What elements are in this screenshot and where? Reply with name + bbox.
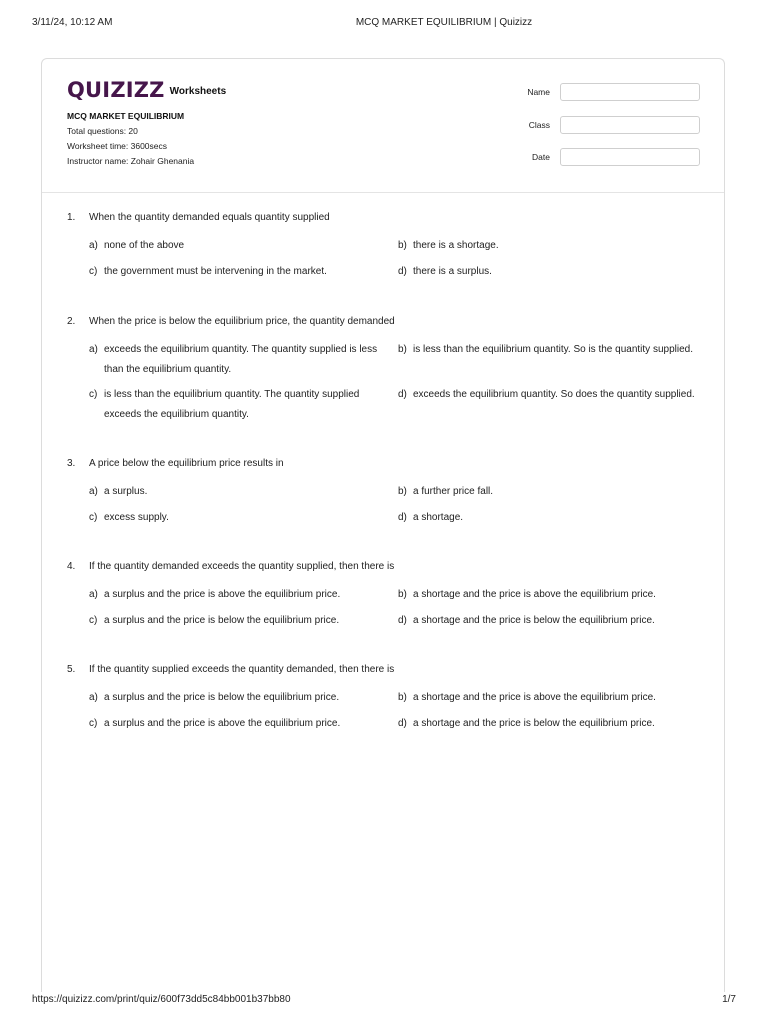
option-b: b) is less than the equilibrium quantity. So is the quantity supplied. <box>398 344 693 355</box>
answer-options <box>89 585 707 636</box>
answer-options <box>89 688 707 739</box>
worksheet-header <box>42 59 724 193</box>
question-3 <box>67 457 707 533</box>
class-label: Class <box>528 120 550 130</box>
instructor-name: Instructor name: Zohair Ghenania <box>67 156 195 166</box>
option-c: c) a surplus and the price is below the equilibrium price. <box>89 614 340 626</box>
option-b: b) there is a shortage. <box>398 240 499 251</box>
question-text: When the quantity demanded equals quantity supplied <box>89 212 330 223</box>
print-header <box>0 17 768 33</box>
date-field <box>42 148 724 168</box>
option-c: c) the government must be intervening in the market. <box>89 265 327 277</box>
worksheet-title: MCQ MARKET EQUILIBRIUM <box>67 111 185 121</box>
option-a: a) exceeds the equilibrium quantity. The quantity supplied is less than the equilibrium quantity. <box>89 344 378 375</box>
name-label: Name <box>527 87 550 97</box>
option-b: b) a shortage and the price is above the equilibrium price. <box>398 692 656 703</box>
question-text: When the price is below the equilibrium price, the quantity demanded <box>89 316 395 327</box>
class-input[interactable] <box>560 116 700 134</box>
question-number: 3. <box>67 458 76 469</box>
question-text: If the quantity supplied exceeds the quantity demanded, then there is <box>89 664 395 675</box>
total-questions: Total questions: 20 <box>67 126 138 136</box>
option-d: d) a shortage. <box>398 511 464 523</box>
question-number: 4. <box>67 561 76 572</box>
option-a: a) a surplus and the price is below the equilibrium price. <box>89 692 340 703</box>
class-field <box>42 116 724 136</box>
option-c: c) is less than the equilibrium quantity. The quantity supplied exceeds the equilibrium quantity. <box>89 389 360 420</box>
question-5 <box>67 663 707 739</box>
answer-options <box>89 482 707 533</box>
option-a: a) none of the above <box>89 240 185 251</box>
worksheet-sheet <box>41 58 725 992</box>
option-c: c) a surplus and the price is above the equilibrium price. <box>89 717 341 729</box>
print-footer <box>0 994 768 1010</box>
option-a: a) a surplus. <box>89 486 148 497</box>
print-doc-title: MCQ MARKET EQUILIBRIUM | Quizizz <box>355 17 533 28</box>
option-d: d) a shortage and the price is below the equilibrium price. <box>398 614 655 626</box>
option-b: b) a shortage and the price is above the equilibrium price. <box>398 589 656 600</box>
option-d: d) a shortage and the price is below the equilibrium price. <box>398 717 655 729</box>
page-number: 1/7 <box>722 994 736 1005</box>
date-input[interactable] <box>560 148 700 166</box>
option-c: c) excess supply. <box>89 511 169 523</box>
question-1 <box>67 211 707 287</box>
question-number: 1. <box>67 212 76 223</box>
quizizz-logo: QUIZIZZ <box>67 78 165 102</box>
worksheet-time: Worksheet time: 3600secs <box>67 141 167 151</box>
answer-options <box>89 340 707 430</box>
question-number: 5. <box>67 664 76 675</box>
print-url: https://quizizz.com/print/quiz/600f73dd5c84bb001b37bb80 <box>32 994 291 1005</box>
answer-options <box>89 236 707 287</box>
option-b: b) a further price fall. <box>398 486 494 497</box>
option-d: d) there is a surplus. <box>398 265 492 277</box>
brand-product-label: Worksheets <box>169 86 227 97</box>
print-datetime: 3/11/24, 10:12 AM <box>32 17 113 28</box>
question-2 <box>67 315 707 430</box>
question-number: 2. <box>67 316 76 327</box>
date-label: Date <box>532 152 550 162</box>
question-text: If the quantity demanded exceeds the quantity supplied, then there is <box>89 561 395 572</box>
question-4 <box>67 560 707 636</box>
question-text: A price below the equilibrium price results in <box>89 458 284 469</box>
name-field <box>42 83 724 103</box>
name-input[interactable] <box>560 83 700 101</box>
option-d: d) exceeds the equilibrium quantity. So does the quantity supplied. <box>398 389 695 400</box>
option-a: a) a surplus and the price is above the equilibrium price. <box>89 589 341 600</box>
